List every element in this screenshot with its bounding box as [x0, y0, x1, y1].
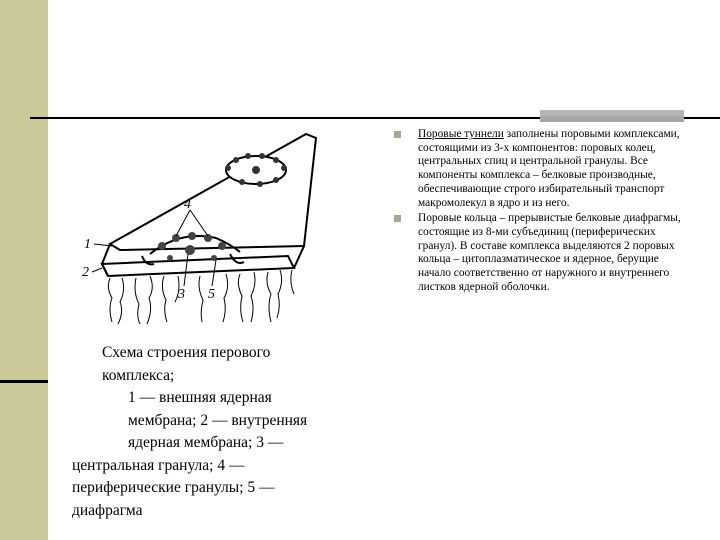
figure-label-4: 4	[184, 197, 191, 212]
bullet-item	[392, 128, 682, 210]
fibrils	[108, 270, 294, 324]
caption-line: центральная гранула; 4 —	[72, 456, 245, 474]
caption-line: 1 — внешняя ядерная	[128, 389, 272, 406]
caption-line: диафрагма	[72, 501, 143, 519]
figure-label-3: 3	[178, 287, 185, 302]
decor-grey-block-top	[540, 110, 684, 116]
bullet-text: Поровые кольца – прерывистые белковые диафрагмы, состоящие из 8-ми субъединиц (периферических гранул). В составе комплекса выделяются 2 поровых кольца – цитоплазматическое и ядерное, берущие начало соответственно от наружного и внутреннего листков ядерной оболочки.	[418, 212, 681, 293]
square-bullet-icon	[394, 215, 401, 222]
bullet-text: заполнены поровыми комплексами, состоящими из 3-х компонентов: поровых колец, центральных спиц и центральной гранулы. Все компоненты комплекса – белковые производные, обеспечивающие строго избирательный транспорт макромолекул в ядро и из него.	[418, 128, 680, 209]
figure-label-2: 2	[82, 265, 89, 280]
caption-line: комплекса;	[102, 366, 175, 384]
square-bullet-icon	[394, 131, 401, 138]
inner-membrane	[102, 256, 294, 276]
caption-line: ядерная мембрана; 3 —	[128, 434, 284, 451]
figure-caption	[72, 342, 382, 522]
figure-label-1: 1	[84, 237, 91, 252]
caption-line: Схема строения перового	[102, 344, 271, 361]
bullet-list	[392, 128, 682, 296]
caption-line: периферические гранулы; 5 —	[72, 479, 275, 496]
bullet-item	[392, 212, 682, 294]
caption-line: мембрана; 2 — внутренняя	[128, 411, 308, 429]
outer-membrane	[110, 134, 316, 250]
bullet-lead-term: Поровые туннели	[418, 128, 504, 140]
pointer-2	[92, 268, 102, 272]
membrane-edge-right	[294, 246, 304, 268]
pore-complex-figure	[80, 126, 320, 348]
left-decor-bar	[0, 0, 48, 540]
figure-label-5: 5	[208, 287, 215, 302]
left-bar-divider	[0, 380, 48, 383]
